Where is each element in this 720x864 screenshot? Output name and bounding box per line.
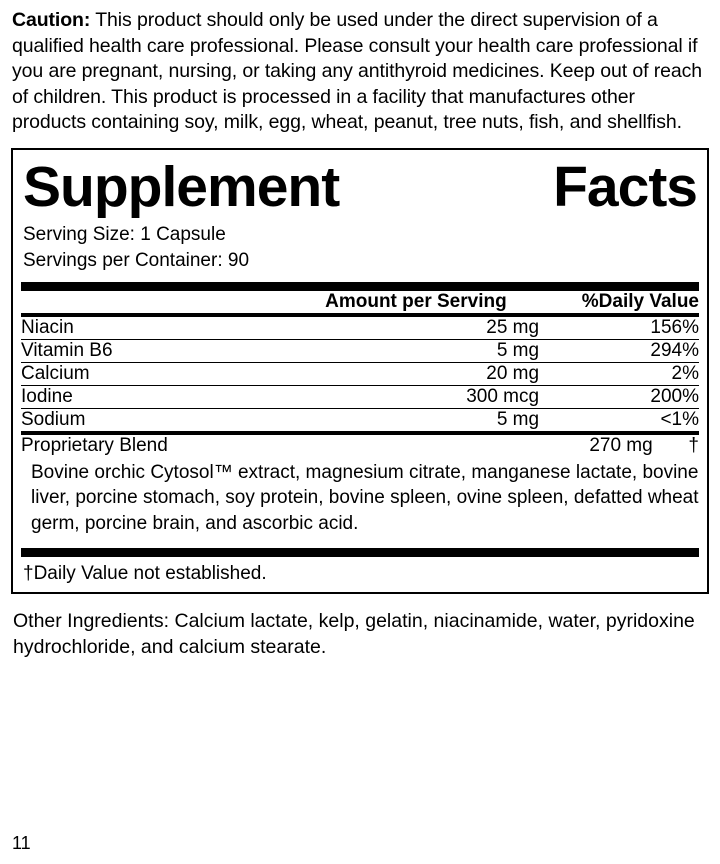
supplement-facts-title-left: Supplement <box>23 154 340 219</box>
table-row <box>21 362 699 385</box>
nutrient-amount: 25 mg <box>486 316 540 338</box>
nutrient-dv: 200% <box>650 385 699 407</box>
nutrient-name: Calcium <box>21 362 90 384</box>
page-number: 11 <box>12 833 31 853</box>
nutrient-dv: <1% <box>660 408 699 430</box>
blend-name: Proprietary Blend <box>21 434 168 456</box>
nutrient-amount: 5 mg <box>496 408 540 430</box>
table-row <box>21 435 699 457</box>
proprietary-blend-row <box>21 435 699 457</box>
table-row <box>21 339 699 362</box>
other-ingredients: Other Ingredients: Calcium lactate, kelp, gelatin, niacinamide, water, pyridoxine hydrochloride, and calcium stearate. <box>13 610 695 658</box>
blend-description: Bovine orchic Cytosol™ extract, magnesium citrate, manganese lactate, bovine liver, porcine stomach, soy protein, bovine spleen, ovine spleen, defatted wheat germ, porcine brain, and ascorbic acid. <box>31 461 699 534</box>
caution-text: This product should only be used under the direct supervision of a qualified health care professional. Please consult your health care professional if you are pregnant, nursing, or taking any antithyroid medicines. Keep out of reach of children. This product is processed in a facility that manufactures other products containing soy, milk, egg, wheat, peanut, tree nuts, fish, and shellfish. <box>12 9 702 133</box>
supplement-facts-title-right: Facts <box>553 154 697 219</box>
servings-per-container: Servings per Container: 90 <box>23 249 250 271</box>
serving-size: Serving Size: 1 Capsule <box>23 223 226 245</box>
nutrient-amount: 5 mg <box>496 339 540 361</box>
nutrient-name: Niacin <box>21 316 74 338</box>
blend-amount: 270 mg <box>589 434 653 456</box>
table-row <box>21 385 699 408</box>
nutrient-name: Iodine <box>21 385 73 407</box>
caution-paragraph <box>12 8 710 136</box>
nutrient-name: Sodium <box>21 408 86 430</box>
supplement-facts-panel <box>11 148 709 595</box>
nutrient-amount: 300 mcg <box>466 385 540 407</box>
supplement-facts-title <box>21 154 699 218</box>
daily-value-footnote: †Daily Value not established. <box>23 563 267 584</box>
nutrient-name: Vitamin B6 <box>21 339 113 361</box>
serving-info <box>21 218 699 276</box>
blend-dv: † <box>688 434 699 456</box>
nutrient-dv: 294% <box>650 339 699 361</box>
header-amount-per-serving: Amount per Serving <box>325 290 507 312</box>
caution-label: Caution: <box>12 9 91 31</box>
nutrient-dv: 2% <box>671 362 699 384</box>
nutrition-table <box>21 291 699 313</box>
header-daily-value: %Daily Value <box>581 290 699 312</box>
header-blank <box>21 291 265 313</box>
nutrient-rows <box>21 317 699 431</box>
nutrition-header-row <box>21 291 699 313</box>
panel-rule-bottom <box>21 548 699 557</box>
nutrient-dv: 156% <box>650 316 699 338</box>
nutrient-amount: 20 mg <box>486 362 540 384</box>
table-row <box>21 317 699 340</box>
panel-rule-top <box>21 282 699 291</box>
table-row <box>21 408 699 431</box>
